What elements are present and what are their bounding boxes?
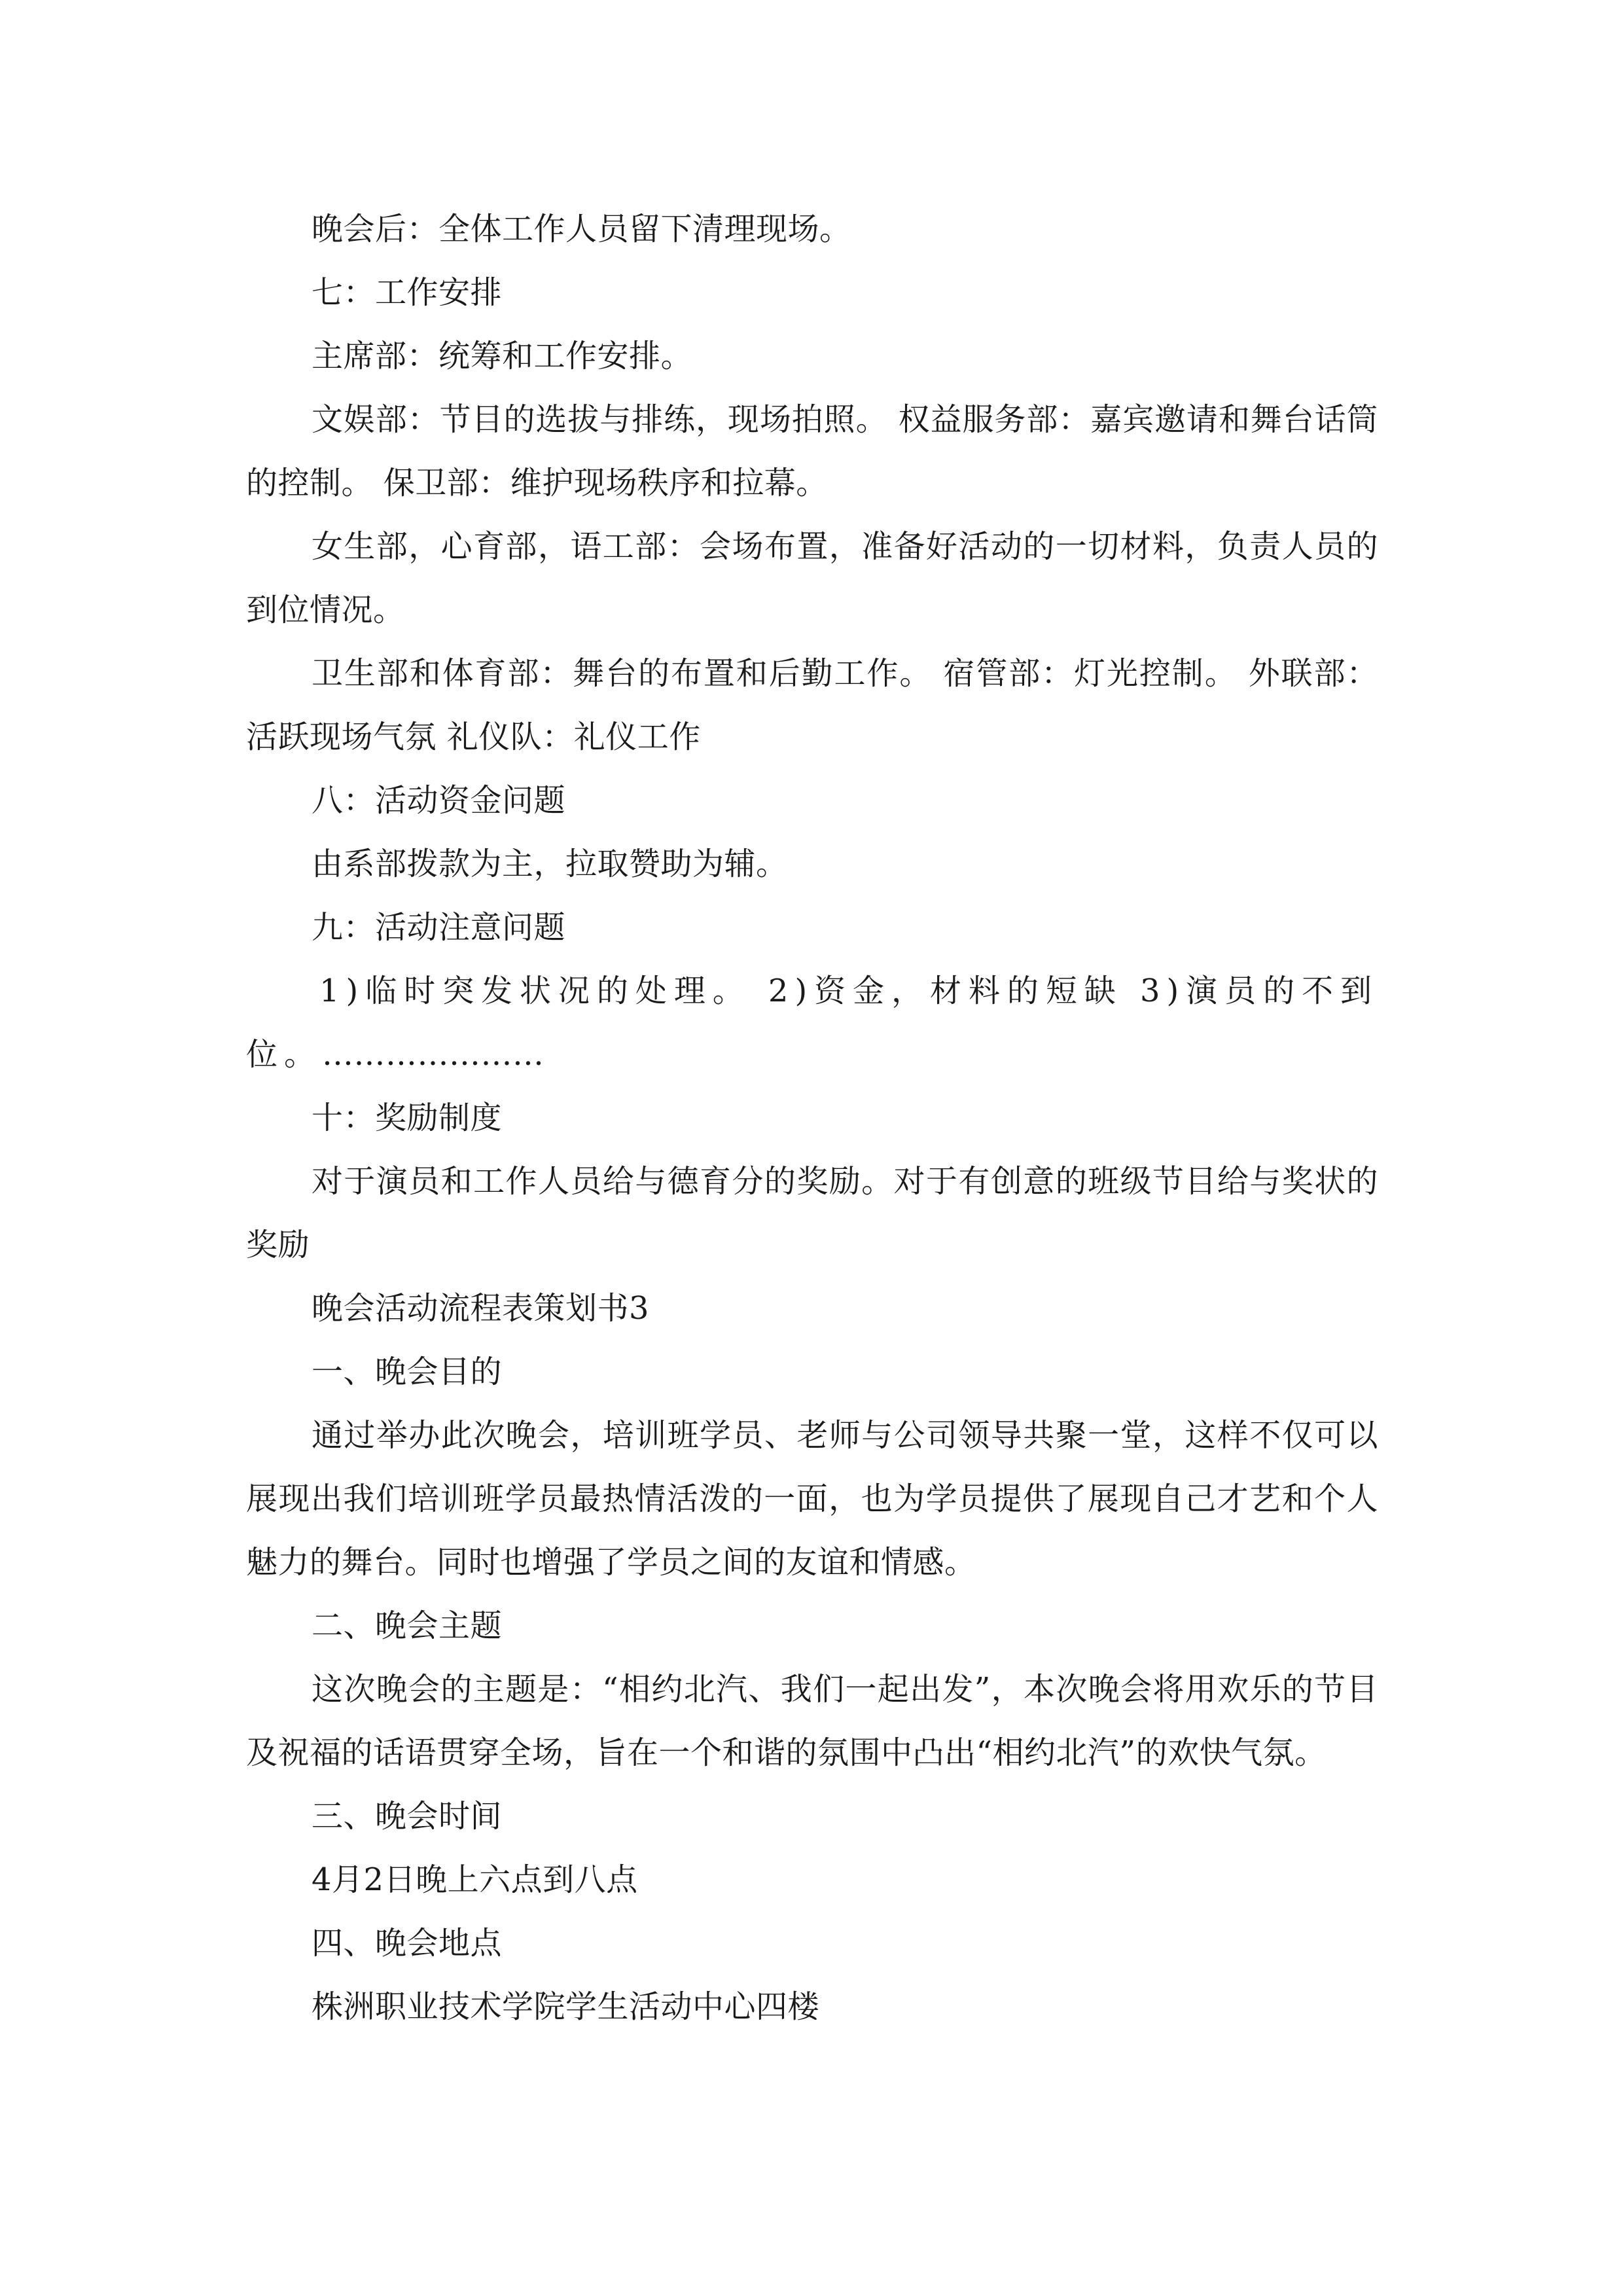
heading-funding: 八：活动资金问题 [312,782,566,819]
heading-party-purpose: 一、晚会目的 [312,1354,503,1390]
precautions-items: 1)临时突发状况的处理。 2)资金，材料的短缺 3)演员的不到位。 [246,973,1378,1073]
heading-precautions: 九：活动注意问题 [312,909,566,946]
heading-work-arrangement: 七：工作安排 [312,274,503,311]
paragraph-precautions-list [246,960,1378,1086]
document-title-3: 晚会活动流程表策划书3 [312,1290,650,1327]
document-body [246,198,1378,2039]
paragraph-rewards: 对于演员和工作人员给与德育分的奖励。对于有创意的班级节目给与奖状的奖励 [246,1163,1378,1263]
paragraph-girls-dept: 女生部，心育部，语工部：会场布置，准备好活动的一切材料，负责人员的到位情况。 [246,528,1378,628]
paragraph-party-time: 4月2日晚上六点到八点 [312,1861,638,1898]
paragraph-entertainment-dept: 文娱部：节目的选拔与排练，现场拍照。 权益服务部：嘉宾邀请和舞台话筒的控制。 保卫部：维护现场秩序和拉幕。 [246,401,1378,501]
paragraph-party-purpose: 通过举办此次晚会，培训班学员、老师与公司领导共聚一堂，这样不仅可以展现出我们培训班学员最热情活泼的一面，也为学员提供了展现自己才艺和个人魅力的舞台。同时也增强了学员之间的友谊和情感。 [246,1417,1378,1581]
paragraph-health-dept: 卫生部和体育部：舞台的布置和后勤工作。 宿管部：灯光控制。 外联部：活跃现场气氛 礼仪队：礼仪工作 [246,655,1378,755]
heading-party-theme: 二、晚会主题 [312,1607,503,1644]
paragraph-party-theme: 这次晚会的主题是：“相约北汽、我们一起出发”，本次晚会将用欢乐的节目及祝福的话语贯穿全场，旨在一个和谐的氛围中凸出“相约北汽”的欢快气氛。 [246,1671,1378,1771]
paragraph-funding: 由系部拨款为主，拉取赞助为辅。 [312,846,788,882]
precautions-ellipsis: ………………… [322,1036,544,1073]
paragraph-presidium: 主席部：统筹和工作安排。 [312,338,693,374]
heading-party-time: 三、晚会时间 [312,1798,503,1835]
paragraph-party-venue: 株洲职业技术学院学生活动中心四楼 [312,1988,820,2025]
heading-party-venue: 四、晚会地点 [312,1925,503,1962]
paragraph-after-party: 晚会后：全体工作人员留下清理现场。 [312,211,851,247]
heading-rewards: 十：奖励制度 [312,1100,503,1136]
